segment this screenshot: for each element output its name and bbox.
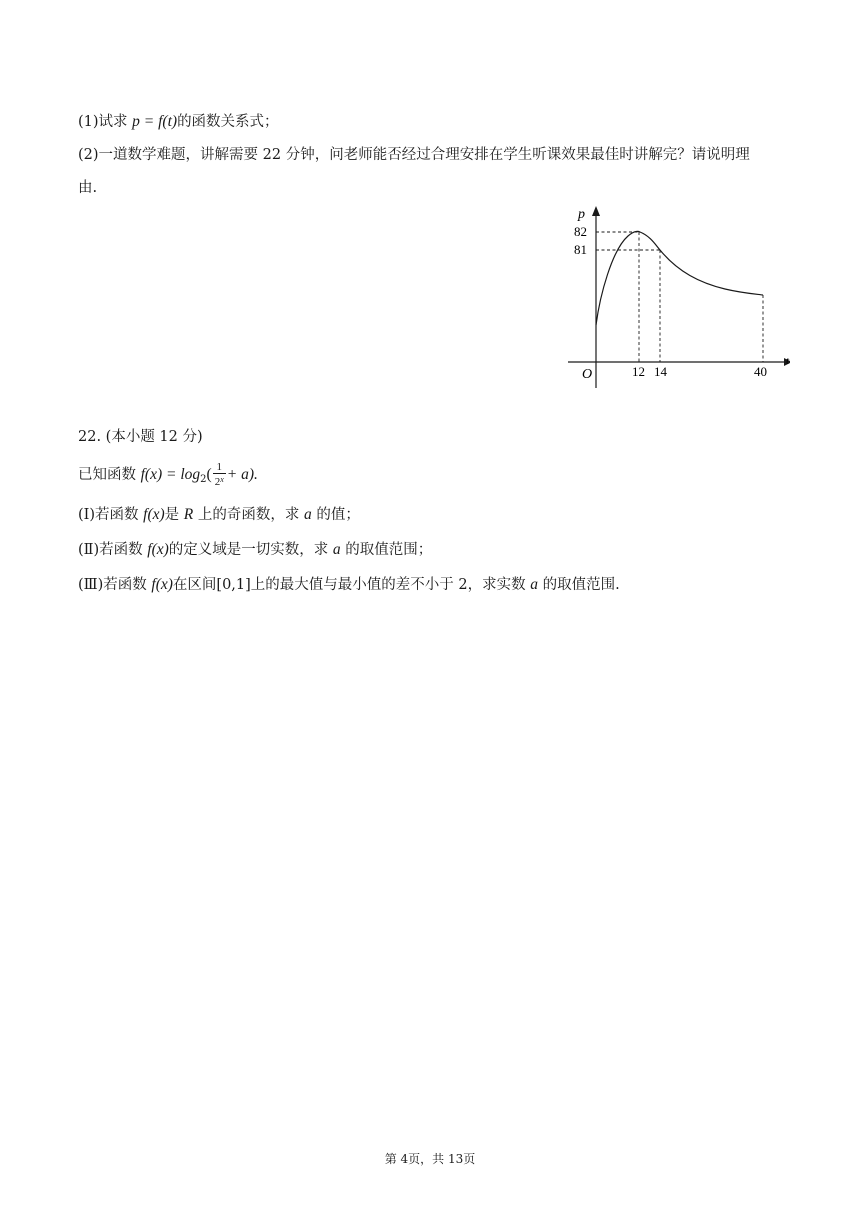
given-base: 2 xyxy=(200,474,207,485)
iii-label: (Ⅲ)若函数 xyxy=(78,577,147,593)
frac-numerator: 1 xyxy=(213,462,226,474)
y-axis-arrow xyxy=(592,206,600,216)
q22-part-i xyxy=(78,505,360,525)
q21-part1 xyxy=(78,112,279,132)
q21-part2-line1: (2)一道数学难题，讲解需要 22 分钟，问老师能否经过合理安排在学生听课效果最佳时讲解完？请说明理 xyxy=(78,147,750,163)
y-label: p xyxy=(578,207,585,222)
q22-part-ii xyxy=(78,540,432,560)
y-tick-81: 81 xyxy=(574,242,587,257)
part1-text-b: 的函数关系式； xyxy=(177,114,279,130)
q22-part-iii xyxy=(78,575,620,595)
given-func: f(x) = log xyxy=(140,466,201,483)
i-text-c: 上的奇函数，求 xyxy=(197,507,300,523)
x-tick-14: 14 xyxy=(654,364,667,379)
i-label: (Ⅰ)若函数 xyxy=(78,507,139,523)
iii-text-c: 的取值范围. xyxy=(542,577,620,593)
origin-label: O xyxy=(582,367,593,382)
frac-denominator xyxy=(213,474,226,488)
i-a: a xyxy=(303,506,312,523)
x-tick-12: 12 xyxy=(632,364,645,379)
given-paren: ( xyxy=(206,466,212,483)
q22-heading: 22. (本小题 12 分) xyxy=(78,429,203,445)
part1-formula: p = f(t) xyxy=(132,113,178,130)
p-t-graph xyxy=(560,200,790,390)
frac-den-exp: x xyxy=(220,475,224,484)
y-tick-82: 82 xyxy=(574,224,587,239)
frac-den-base: 2 xyxy=(214,476,221,488)
ii-a: a xyxy=(332,541,341,558)
ii-label: (Ⅱ)若函数 xyxy=(78,542,143,558)
ii-fx: f(x) xyxy=(147,541,169,558)
ii-text-c: 的取值范围； xyxy=(345,542,433,558)
ii-text-b: 的定义域是一切实数，求 xyxy=(168,542,329,558)
q22-given xyxy=(78,462,258,493)
given-fraction xyxy=(213,462,226,488)
q21-part2-line2: 由. xyxy=(78,180,98,196)
x-label: t xyxy=(786,355,790,367)
part1-text-a: 试求 xyxy=(98,114,128,130)
curve xyxy=(596,231,763,325)
iii-a: a xyxy=(530,576,538,593)
x-tick-40: 40 xyxy=(754,364,767,379)
part1-label: (1) xyxy=(78,114,99,130)
i-text-d: 的值； xyxy=(316,507,360,523)
page-footer: 第 4页，共 13页 xyxy=(384,1152,476,1166)
given-text-a: 已知函数 xyxy=(78,467,136,483)
iii-fx: f(x) xyxy=(151,576,173,593)
given-tail: + a). xyxy=(226,466,258,483)
i-text-b: 是 xyxy=(164,507,180,523)
i-R: R xyxy=(183,506,194,523)
i-fx: f(x) xyxy=(143,506,165,523)
iii-text-b: 在区间[0,1]上的最大值与最小值的差不小于 2，求实数 xyxy=(172,577,526,593)
